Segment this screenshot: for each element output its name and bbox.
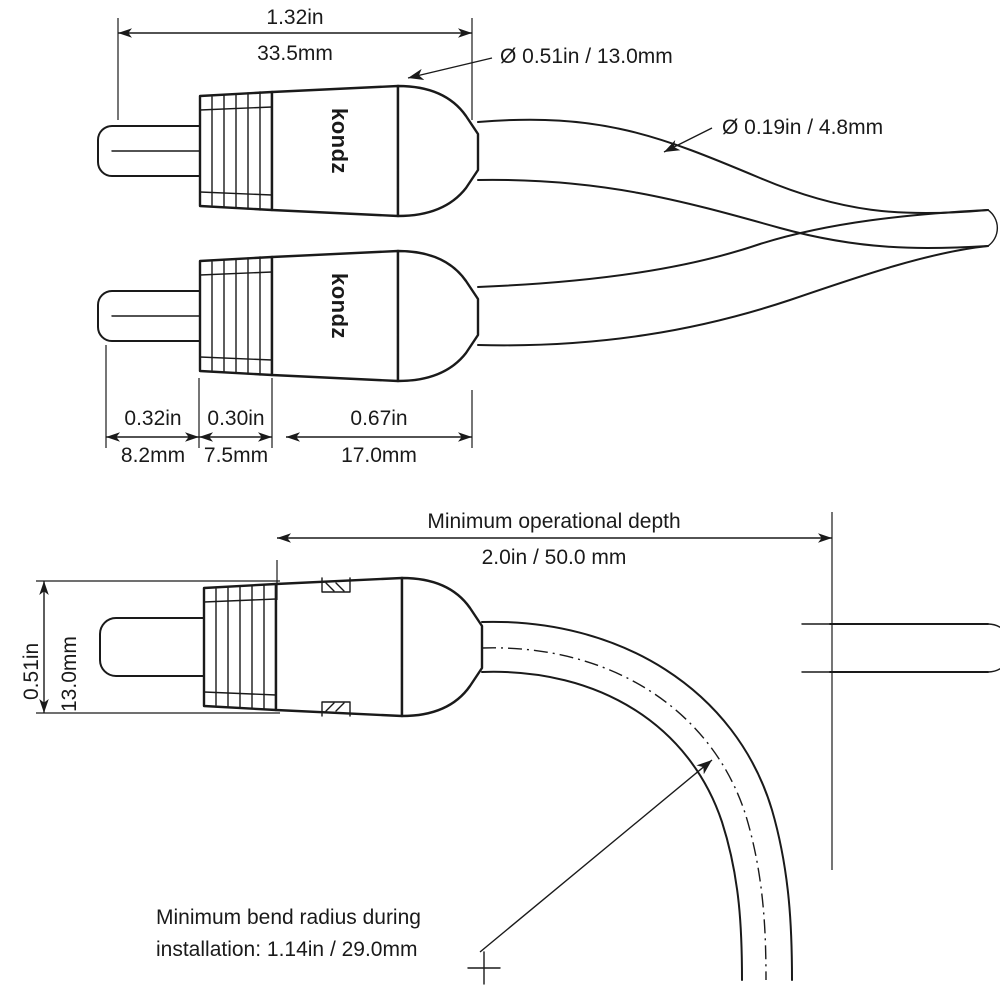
note-bend-radius — [156, 902, 421, 965]
dim-height-mm: 13.0mm — [58, 636, 81, 712]
dim-height-inches: 0.51in — [20, 642, 43, 700]
connector-top-2 — [98, 210, 988, 381]
label-operational-depth: Minimum operational depth — [427, 510, 681, 533]
dim-seg2-inches: 0.30in — [207, 407, 265, 430]
dim-seg1-mm: 8.2mm — [120, 444, 186, 467]
brand-label-2: kondz — [327, 273, 352, 340]
callout-cable-diameter: Ø 0.19in / 4.8mm — [722, 116, 884, 139]
dim-seg1-inches: 0.32in — [124, 407, 182, 430]
note-bend-radius-line2: installation: 1.14in / 29.0mm — [156, 937, 418, 961]
dim-overall-inches: 1.32in — [266, 6, 324, 29]
dim-seg3-mm: 17.0mm — [341, 444, 417, 467]
dim-overall-mm: 33.5mm — [257, 42, 333, 65]
callout-body-diameter: Ø 0.51in / 13.0mm — [500, 45, 673, 68]
dim-seg2-mm: 7.5mm — [203, 444, 269, 467]
value-operational-depth: 2.0in / 50.0 mm — [481, 546, 627, 569]
note-bend-radius-line1: Minimum bend radius during — [156, 906, 421, 929]
dim-seg3-inches: 0.67in — [350, 407, 408, 430]
brand-label-1: kondz — [327, 108, 352, 175]
connector-top-1 — [98, 86, 997, 248]
leader-body-diameter — [408, 58, 492, 78]
